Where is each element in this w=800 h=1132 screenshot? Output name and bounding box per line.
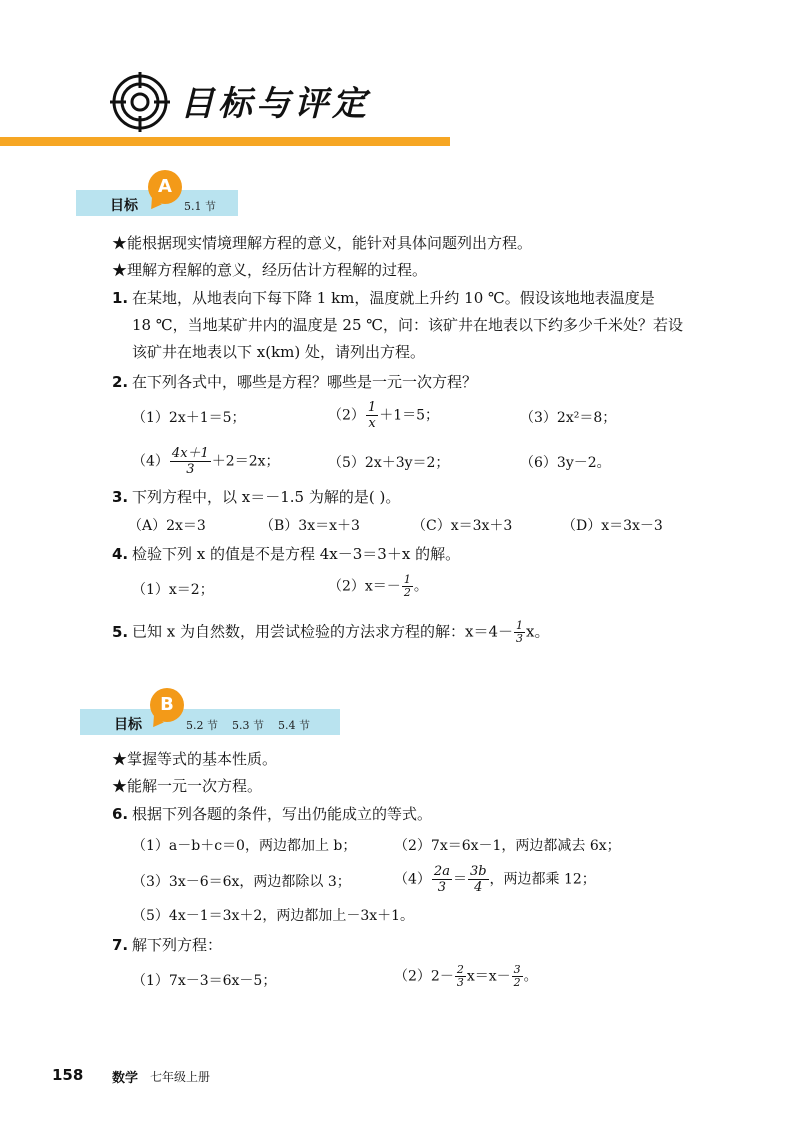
q6-item-3: （3）3x－6＝6x，两边都除以 3； xyxy=(132,874,351,890)
q2-item-2-fraction xyxy=(366,400,378,431)
fraction-denominator: 3 xyxy=(516,632,524,645)
q2-item-4 xyxy=(132,446,280,477)
goal-a-sections: 5.1 节 xyxy=(184,200,216,213)
q2-item-5: （5）2x＋3y＝2； xyxy=(328,455,450,471)
question-2-text: 在下列各式中，哪些是方程？哪些是一元一次方程？ xyxy=(132,373,478,391)
page-title: 目标与评定 xyxy=(180,84,370,124)
fraction-numerator: 1 xyxy=(367,400,377,415)
question-2-number: 2. xyxy=(112,373,129,391)
q5-fraction xyxy=(514,620,525,645)
question-7 xyxy=(112,935,222,955)
q6-item-4-label: （4） xyxy=(394,871,431,888)
objective-b-2: ★能解一元一次方程。 xyxy=(112,777,263,795)
footer-subject: 数学 xyxy=(112,1071,139,1086)
equals-sign: ＝ xyxy=(452,871,467,888)
q4-item-1: （1）x＝2； xyxy=(132,582,214,598)
header-accent-bar xyxy=(0,137,450,146)
question-5-rest: x。 xyxy=(526,622,550,641)
q3-option-a: （A）2x＝3 xyxy=(128,518,206,534)
page-number: 158 xyxy=(52,1066,84,1084)
goal-b-bar xyxy=(80,709,340,735)
fraction-denominator: 3 xyxy=(170,461,211,477)
q2-item-3: （3）2x²＝8； xyxy=(520,410,617,426)
question-6-text: 根据下列各题的条件，写出仍能成立的等式。 xyxy=(132,805,433,823)
question-6 xyxy=(112,804,432,824)
q6-item-2: （2）7x＝6x－1，两边都减去 6x； xyxy=(394,838,621,854)
goal-b-label: 目标 xyxy=(114,717,142,733)
question-5-text: 已知 x 为自然数，用尝试检验的方法求方程的解：x＝4－ xyxy=(132,622,514,641)
fraction-numerator: 2a xyxy=(433,864,450,879)
q2-item-4-fraction xyxy=(170,446,211,477)
q2-item-4-label: （4） xyxy=(132,453,169,470)
question-1 xyxy=(112,288,655,308)
goal-a-badge: A xyxy=(148,170,182,204)
fraction-denominator: 3 xyxy=(456,976,464,989)
q7-item-1: （1）7x－3＝6x－5； xyxy=(132,973,277,989)
fraction-numerator: 3b xyxy=(469,864,487,879)
goal-b-badge: B xyxy=(150,688,184,722)
fraction-numerator: 3 xyxy=(513,963,521,976)
goal-b-sections: 5.2 节 5.3 节 5.4 节 xyxy=(186,719,310,732)
q6-item-4-fraction-2 xyxy=(468,864,489,895)
q7-item-2-fraction-1 xyxy=(455,964,466,989)
question-5-number: 5. xyxy=(112,622,129,641)
q2-item-1: （1）2x＋1＝5； xyxy=(132,410,246,426)
fraction-denominator: x xyxy=(366,415,378,431)
fraction-numerator: 1 xyxy=(403,573,411,586)
question-7-number: 7. xyxy=(112,936,129,954)
question-4 xyxy=(112,544,460,564)
question-3-text: 下列方程中，以 x＝－1.5 为解的是( )。 xyxy=(132,488,401,506)
fraction-denominator: 3 xyxy=(432,879,452,895)
q6-item-1: （1）a－b＋c＝0，两边都加上 b； xyxy=(132,838,357,854)
question-1-line-3: 该矿井在地表以下 x(km) 处，请列出方程。 xyxy=(132,343,426,361)
q3-option-b: （B）3x＝x＋3 xyxy=(260,518,360,534)
question-5 xyxy=(112,620,549,645)
q4-item-2-rest: 。 xyxy=(413,578,428,595)
q2-item-2-label: （2） xyxy=(328,407,365,424)
question-7-text: 解下列方程： xyxy=(132,936,223,954)
q7-item-2-fraction-2 xyxy=(512,964,523,989)
footer-grade: 七年级上册 xyxy=(150,1070,211,1084)
q7-item-2 xyxy=(394,964,538,989)
q6-item-4 xyxy=(394,864,596,895)
q3-option-c: （C）x＝3x＋3 xyxy=(412,518,513,534)
fraction-denominator: 2 xyxy=(403,586,411,599)
objective-a-2: ★理解方程解的意义，经历估计方程解的过程。 xyxy=(112,261,428,279)
q6-item-4-fraction-1 xyxy=(432,864,452,895)
q6-item-5: （5）4x－1＝3x＋2，两边都加上－3x＋1。 xyxy=(132,908,415,924)
q7-item-2-rest: 。 xyxy=(523,968,538,985)
question-3 xyxy=(112,487,400,507)
q4-item-2-fraction xyxy=(402,574,413,599)
question-4-text: 检验下列 x 的值是不是方程 4x－3＝3＋x 的解。 xyxy=(132,545,461,563)
question-1-number: 1. xyxy=(112,289,129,307)
fraction-numerator: 1 xyxy=(516,619,524,632)
q2-item-2-rest: ＋1＝5； xyxy=(379,407,440,424)
question-2 xyxy=(112,372,477,392)
goal-a-label: 目标 xyxy=(110,198,138,214)
q2-item-6: （6）3y－2。 xyxy=(520,455,611,471)
q7-item-2-middle: x＝x－ xyxy=(466,968,511,985)
q6-item-4-rest: ，两边都乘 12； xyxy=(489,871,596,888)
objective-b-1: ★掌握等式的基本性质。 xyxy=(112,750,278,768)
q3-option-d: （D）x＝3x－3 xyxy=(562,518,663,534)
q4-item-2 xyxy=(328,574,428,599)
fraction-denominator: 2 xyxy=(513,976,521,989)
question-3-number: 3. xyxy=(112,488,129,506)
question-1-line-1: 在某地，从地表向下每下降 1 km，温度就上升约 10 ℃。假设该地地表温度是 xyxy=(132,289,655,307)
target-icon xyxy=(110,72,170,132)
fraction-numerator: 4x＋1 xyxy=(171,446,209,461)
question-1-line-2: 18 ℃，当地某矿井内的温度是 25 ℃，问：该矿井在地表以下约多少千米处？若设 xyxy=(132,316,684,334)
fraction-denominator: 4 xyxy=(468,879,489,895)
q4-item-2-label: （2）x＝－ xyxy=(328,578,401,595)
q2-item-2 xyxy=(328,400,439,431)
question-4-number: 4. xyxy=(112,545,129,563)
q7-item-2-label: （2）2－ xyxy=(394,968,454,985)
fraction-numerator: 2 xyxy=(456,963,464,976)
objective-a-1: ★能根据现实情境理解方程的意义，能针对具体问题列出方程。 xyxy=(112,234,533,252)
q2-item-4-rest: ＋2＝2x； xyxy=(211,453,280,470)
question-6-number: 6. xyxy=(112,805,129,823)
